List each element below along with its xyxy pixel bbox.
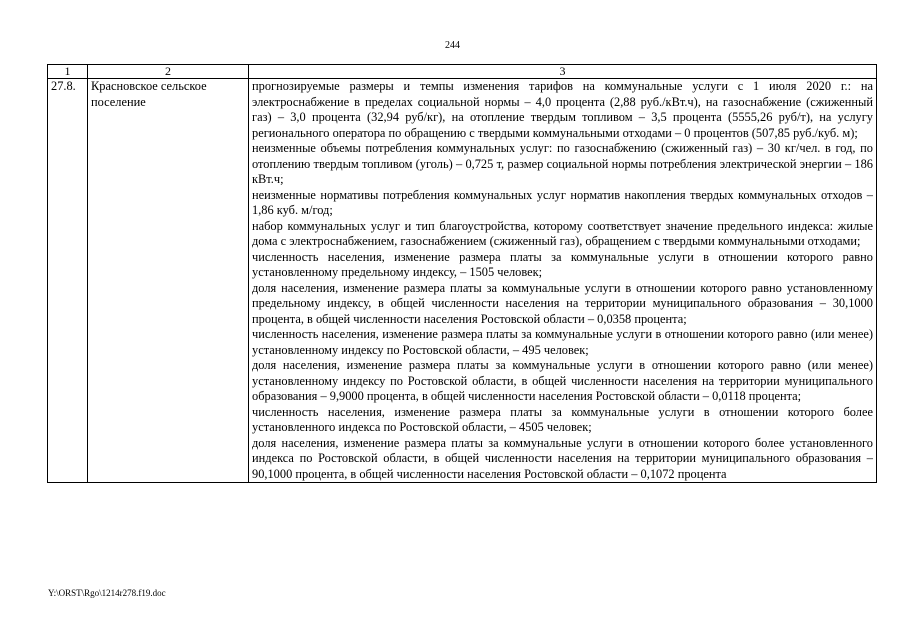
paragraph: доля населения, изменение размера платы за коммунальные услуги в отношении которого равно (или менее) установленному индексу по Ростовской области, в общей численности населения на территории муниципального образования – 9,9000 процента, в общей численности населения Ростовской области – 0,0118 процента; <box>252 358 873 403</box>
tariff-table <box>47 64 877 483</box>
paragraph: неизменные нормативы потребления коммунальных услуг норматив накопления твердых коммунальных отходов – 1,86 куб. м/год; <box>252 187 873 217</box>
table-row <box>48 79 877 483</box>
document-file-path: Y:\ORST\Rgo\1214r278.f19.doc <box>48 588 166 598</box>
settlement-name: Красновское сельское поселение <box>88 79 249 483</box>
table-header-row <box>48 65 877 79</box>
paragraph: численность населения, изменение размера платы за коммунальные услуги в отношении которого равно установленному предельному индексу, – 1505 человек; <box>252 249 873 279</box>
column-header: 2 <box>88 65 249 79</box>
paragraph: доля населения, изменение размера платы за коммунальные услуги в отношении которого более установленного индекса по Ростовской области, в общей численности населения на территории муниципального образования – 90,1000 процента, в общей численности населения Ростовской области – 0,1072 процента <box>252 435 873 481</box>
paragraph: неизменные объемы потребления коммунальных услуг: по газоснабжению (сжиженный газ) – 30 кг/чел. в год, по отоплению твердым топливом (уголь) – 0,725 т, размер социальной нормы потребления электрической энергии – 186 кВт.ч; <box>252 141 873 186</box>
paragraph: прогнозируемые размеры и темпы изменения тарифов на коммунальные услуги с 1 июля 2020 г.: на электроснабжение в пределах социальной нормы – 4,0 процента (2,88 руб./кВт.ч), на газоснабжение (сжиженный газ) – 3,0 процента (32,94 руб/кг), на отопление твердым топливом – 3,5 процента (5555,26 руб/т), на услугу регионального оператора по обращению с твердыми коммунальными отходами – 0 процентов (507,85 руб./куб. м); <box>252 79 873 140</box>
paragraph: доля населения, изменение размера платы за коммунальные услуги в отношении которого равно установленному предельному индексу, в общей численности населения на территории муниципального образования – 30,1000 процента, в общей численности населения Ростовской области – 0,0358 процента; <box>252 280 873 326</box>
paragraph: набор коммунальных услуг и тип благоустройства, которому соответствует значение предельного индекса: жилые дома с электроснабжением, газоснабжением (сжиженный газ), обращением с твердыми коммунальными отходами; <box>252 218 873 248</box>
column-header: 3 <box>249 65 877 79</box>
page-number: 244 <box>445 40 460 51</box>
row-number: 27.8. <box>48 79 88 483</box>
tariff-description <box>249 79 877 483</box>
paragraph: численность населения, изменение размера платы за коммунальные услуги в отношении которого равно (или менее) установленному индексу по Ростовской области, – 495 человек; <box>252 327 873 357</box>
paragraph: численность населения, изменение размера платы за коммунальные услуги в отношении которого более установленного индекса по Ростовской области, – 4505 человек; <box>252 404 873 434</box>
column-header: 1 <box>48 65 88 79</box>
